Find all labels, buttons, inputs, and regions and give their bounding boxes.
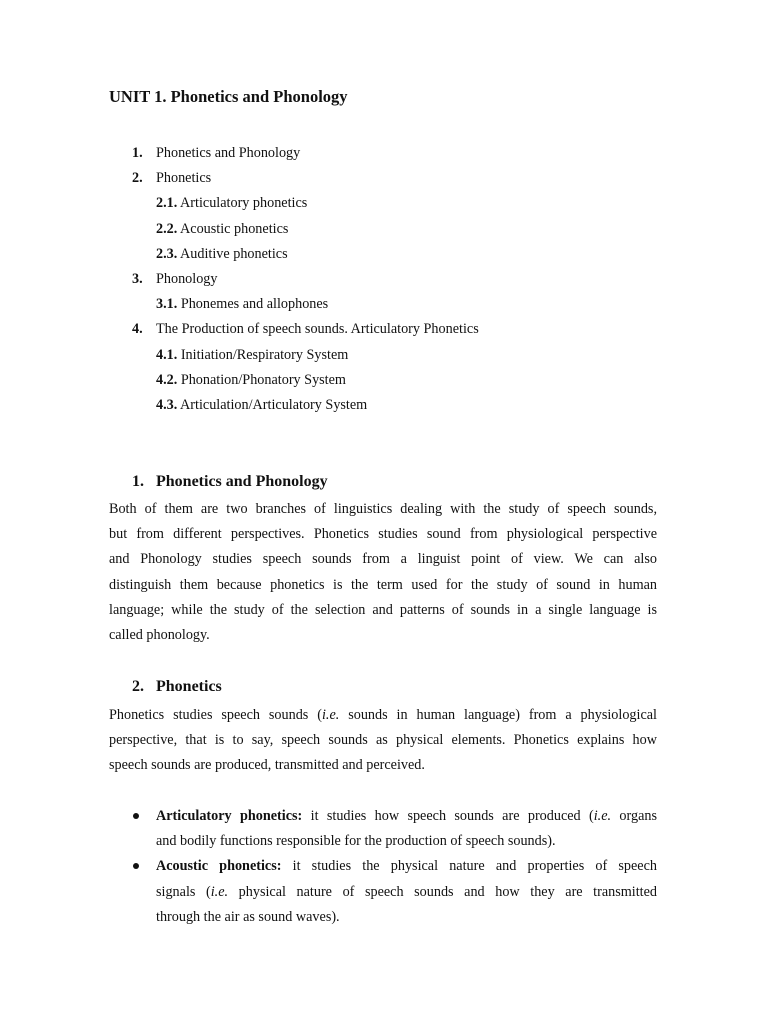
toc-subitem-content — [156, 395, 367, 415]
toc-subitem-text: Initiation/Respiratory System — [180, 346, 349, 363]
toc-subitem-content — [156, 345, 348, 365]
toc-item — [0, 319, 768, 344]
text-run: sounds in human language) from a physiological — [339, 707, 657, 723]
toc-subitem — [0, 345, 768, 370]
section-number: 2. — [132, 678, 144, 695]
section-title: Phonetics and Phonology — [156, 473, 328, 490]
toc-subitem-number: 2.2. — [156, 220, 178, 237]
toc-subitem-text: Phonemes and allophones — [180, 296, 329, 313]
text-run-italic: i.e. — [593, 808, 612, 824]
paragraph-line: and bodily functions responsible for the production of speech sounds). — [156, 833, 556, 850]
list-item — [0, 804, 768, 854]
text-run: organs — [611, 808, 658, 824]
toc-item-text: Phonology — [156, 270, 218, 287]
toc-subitem-number: 3.1. — [156, 296, 178, 313]
toc-item — [0, 143, 768, 168]
section2-paragraph — [109, 703, 657, 779]
toc-item-number: 4. — [132, 321, 143, 338]
toc-subitem — [0, 294, 768, 319]
list-item — [0, 854, 768, 930]
toc-item-number: 1. — [132, 145, 143, 161]
toc-subitem — [0, 193, 768, 218]
toc-item-text: Phonetics and Phonology — [156, 145, 301, 161]
bullet-icon — [133, 813, 139, 819]
text-run: Phonetics studies speech sounds ( — [109, 707, 322, 723]
table-of-contents — [0, 143, 768, 420]
bullet-term: Articulatory phonetics: — [156, 808, 303, 824]
toc-item-number: 3. — [132, 270, 143, 287]
text-run-italic: i.e. — [210, 883, 229, 900]
toc-item-text: The Production of speech sounds. Articulatory Phonetics — [156, 321, 479, 338]
paragraph-line: perspective, that is to say, speech sounds as physical elements. Phonetics explains how — [109, 732, 657, 749]
list-item-body — [156, 804, 657, 854]
toc-item — [0, 168, 768, 193]
paragraph-line: and Phonology studies speech sounds from a linguist point of view. We can also — [109, 551, 657, 568]
paragraph-line: Both of them are two branches of linguistics dealing with the study of speech sounds, — [109, 501, 657, 517]
toc-subitem-number: 2.3. — [156, 245, 178, 262]
toc-subitem-text: Articulation/Articulatory System — [180, 396, 368, 413]
toc-subitem-text: Acoustic phonetics — [180, 220, 289, 237]
list-item-body — [156, 854, 657, 930]
toc-subitem-content — [156, 294, 328, 314]
bullet-term: Acoustic phonetics: — [156, 858, 282, 875]
bullet-list — [0, 804, 768, 930]
paragraph-line: language; while the study of the selection and patterns of sounds in a single language is — [109, 601, 657, 618]
toc-item-text: Phonetics — [156, 170, 212, 187]
paragraph-line — [156, 804, 657, 829]
text-run: signals ( — [156, 883, 211, 900]
toc-subitem-number: 4.3. — [156, 396, 178, 413]
toc-item — [0, 269, 768, 294]
toc-item-number: 2. — [132, 170, 143, 187]
paragraph-line — [109, 703, 657, 728]
paragraph-line — [156, 854, 657, 879]
section1-paragraph — [109, 497, 657, 648]
toc-subitem-number: 2.1. — [156, 195, 178, 212]
toc-subitem-content — [156, 244, 288, 264]
toc-subitem-content — [156, 370, 346, 390]
unit-title: UNIT 1. Phonetics and Phonology — [109, 87, 348, 106]
bullet-icon — [133, 863, 139, 869]
paragraph-line: speech sounds are produced, transmitted and perceived. — [109, 757, 425, 774]
toc-subitem-number: 4.2. — [156, 371, 178, 388]
text-run: physical nature of speech sounds and how they are transmitted — [228, 883, 658, 900]
text-run-italic: i.e. — [321, 707, 340, 723]
toc-subitem — [0, 370, 768, 395]
paragraph-line: through the air as sound waves). — [156, 908, 340, 925]
toc-subitem — [0, 244, 768, 269]
toc-subitem — [0, 219, 768, 244]
toc-subitem-text: Auditive phonetics — [180, 245, 288, 262]
toc-subitem-content — [156, 219, 288, 239]
toc-subitem-number: 4.1. — [156, 346, 178, 363]
text-run: it studies how speech sounds are produced ( — [302, 808, 594, 824]
toc-subitem-text: Articulatory phonetics — [180, 195, 308, 212]
toc-subitem-text: Phonation/Phonatory System — [180, 371, 346, 388]
paragraph-line: called phonology. — [109, 627, 210, 644]
text-run: it studies the physical nature and properties of speech — [281, 858, 657, 875]
section-title: Phonetics — [156, 678, 222, 695]
paragraph-line: distinguish them because phonetics is the term used for the study of sound in human — [109, 576, 657, 593]
section-number: 1. — [132, 473, 144, 490]
paragraph-line — [156, 880, 657, 905]
toc-subitem-content — [156, 193, 307, 213]
toc-subitem — [0, 395, 768, 420]
paragraph-line: but from different perspectives. Phonetics studies sound from physiological perspective — [109, 526, 657, 543]
